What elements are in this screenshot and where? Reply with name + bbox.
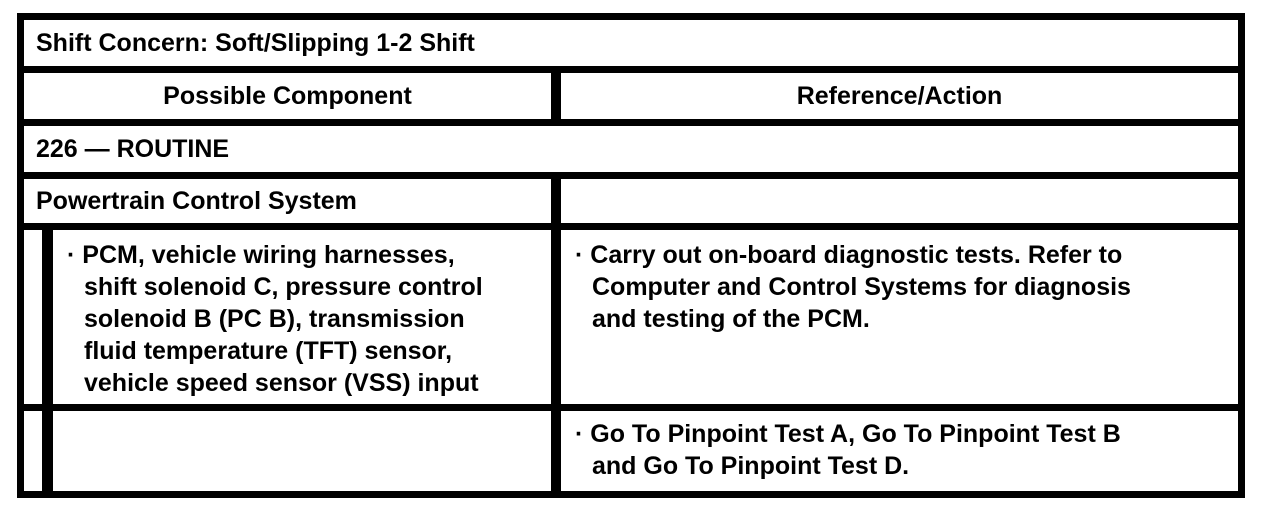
routine-row xyxy=(24,126,1238,172)
row-1-action-text xyxy=(575,239,1131,335)
text-line: Computer and Control Systems for diagnosis xyxy=(592,273,1131,301)
header-component-label: Possible Component xyxy=(163,82,412,110)
header-possible-component xyxy=(24,73,551,119)
text-line: shift solenoid C, pressure control xyxy=(84,273,483,301)
text-line: and testing of the PCM. xyxy=(592,305,870,333)
header-reference-action xyxy=(561,73,1238,119)
shift-concern-table xyxy=(17,13,1245,498)
indent-strip xyxy=(24,411,42,491)
system-component-label: Powertrain Control System xyxy=(36,187,357,215)
text-line: and Go To Pinpoint Test D. xyxy=(592,452,910,480)
row-1-component-text xyxy=(67,239,483,399)
text-line: vehicle speed sensor (VSS) input xyxy=(84,369,479,397)
row-1-component-cell xyxy=(53,230,551,404)
header-action-label: Reference/Action xyxy=(796,82,1003,110)
row-2-action-cell xyxy=(561,411,1238,491)
text-line: · Carry out on-board diagnostic tests. Refer to xyxy=(575,241,1123,269)
text-line: · Go To Pinpoint Test A, Go To Pinpoint Test B xyxy=(575,420,1121,448)
text-line: fluid temperature (TFT) sensor, xyxy=(84,337,453,365)
table-title-cell xyxy=(24,20,1238,66)
row-2-component-cell xyxy=(53,411,551,491)
table-title: Shift Concern: Soft/Slipping 1-2 Shift xyxy=(36,29,475,57)
system-action-cell xyxy=(561,179,1238,223)
text-line: solenoid B (PC B), transmission xyxy=(84,305,465,333)
system-component-cell xyxy=(24,179,551,223)
row-2-action-text xyxy=(575,418,1121,482)
text-line: · PCM, vehicle wiring harnesses, xyxy=(67,241,455,269)
routine-label: 226 — ROUTINE xyxy=(36,135,230,163)
indent-strip xyxy=(24,230,42,404)
row-1-action-cell xyxy=(561,230,1238,404)
